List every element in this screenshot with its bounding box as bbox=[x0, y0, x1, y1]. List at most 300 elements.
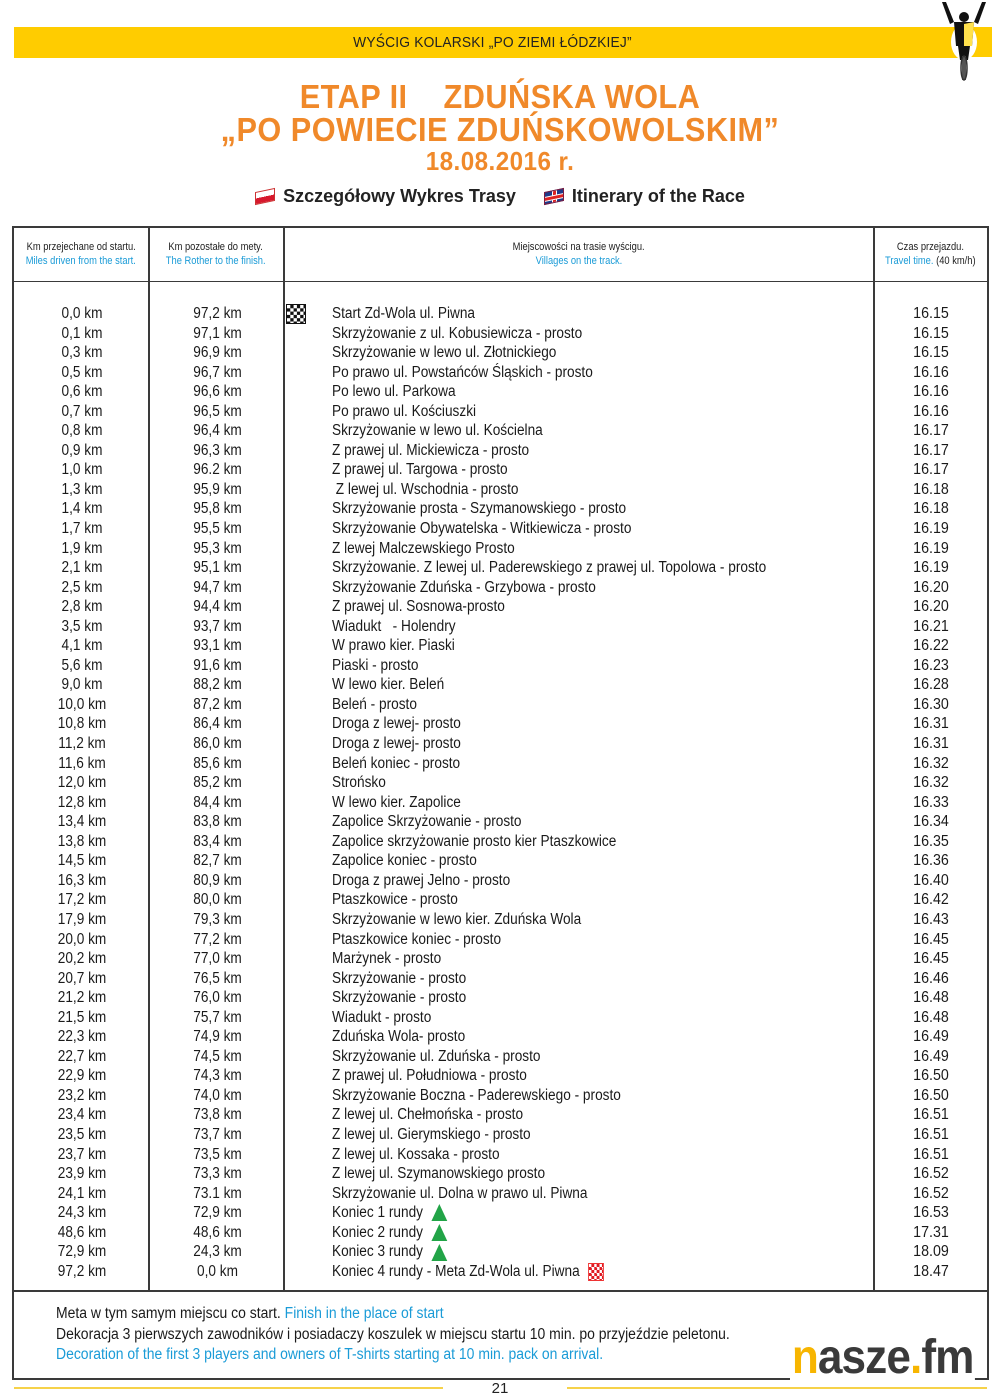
place-description bbox=[332, 617, 456, 637]
footer-line-finish: Meta w tym samym miejscu co start. Finish in the place of start bbox=[56, 1305, 444, 1322]
place-description bbox=[332, 1105, 523, 1125]
place-text: Koniec 3 rundy bbox=[332, 1243, 423, 1261]
km-remaining: 94,7 km bbox=[193, 578, 242, 596]
table-row bbox=[14, 578, 987, 598]
km-remaining: 79,3 km bbox=[193, 910, 242, 928]
table-row bbox=[14, 754, 987, 774]
table-row bbox=[14, 617, 987, 637]
place-text: Skrzyżowanie z ul. Kobusiewicza - prosto bbox=[332, 324, 583, 342]
travel-time: 16.15 bbox=[913, 305, 949, 322]
table-row bbox=[14, 421, 987, 441]
place-description bbox=[332, 871, 510, 891]
travel-time: 16.51 bbox=[913, 1145, 949, 1163]
km-remaining: 91,6 km bbox=[193, 656, 242, 674]
table-row bbox=[14, 636, 987, 656]
place-description bbox=[332, 402, 476, 422]
place-description bbox=[332, 1184, 587, 1204]
km-driven: 2,1 km bbox=[61, 559, 103, 577]
km-driven: 11,6 km bbox=[58, 754, 106, 772]
place-description bbox=[332, 656, 418, 676]
km-remaining: 96,3 km bbox=[193, 441, 242, 459]
travel-time: 16.18 bbox=[913, 480, 949, 498]
place-description bbox=[332, 1047, 540, 1067]
travel-time: 16.31 bbox=[913, 715, 949, 733]
travel-time: 16.21 bbox=[913, 617, 949, 635]
km-driven: 4,1 km bbox=[61, 637, 103, 655]
place-description bbox=[332, 1125, 531, 1145]
travel-time: 16.16 bbox=[913, 383, 949, 401]
km-driven: 21,5 km bbox=[57, 1008, 107, 1026]
place-text: W lewo kier. Zapolice bbox=[332, 793, 461, 811]
travel-time: 16.19 bbox=[913, 559, 949, 577]
place-description bbox=[332, 324, 582, 344]
km-remaining: 95,8 km bbox=[193, 500, 242, 518]
table-row bbox=[14, 871, 987, 891]
km-remaining: 80,9 km bbox=[193, 871, 242, 889]
place-description bbox=[332, 1223, 448, 1243]
table-row bbox=[14, 1164, 987, 1184]
brand-logo: nasze.fm bbox=[791, 1331, 974, 1384]
place-description bbox=[332, 539, 515, 559]
place-text: W lewo kier. Beleń bbox=[332, 676, 445, 694]
footer-line-decoration-en: Decoration of the first 3 players and owners of T-shirts starting at 10 min. pack on arrival. bbox=[56, 1346, 604, 1363]
place-text: Droga z lewej- prosto bbox=[332, 735, 461, 753]
place-description bbox=[332, 930, 501, 950]
place-text: Z lewej Malczewskiego Prosto bbox=[332, 539, 515, 557]
km-driven: 0,1 km bbox=[61, 324, 103, 342]
place-text: Z prawej ul. Mickiewicza - prosto bbox=[332, 441, 530, 459]
km-remaining: 96,9 km bbox=[193, 344, 242, 362]
travel-time: 16.46 bbox=[913, 969, 949, 987]
km-driven: 1,4 km bbox=[61, 500, 103, 518]
km-remaining: 74,5 km bbox=[193, 1047, 242, 1065]
km-remaining: 94,4 km bbox=[193, 598, 242, 616]
table-row bbox=[14, 1047, 987, 1067]
table-row bbox=[14, 1262, 987, 1282]
km-driven: 1,3 km bbox=[61, 480, 103, 498]
header-travel-time: Czas przejazdu. Travel time. (40 km/h) bbox=[885, 241, 976, 267]
km-driven: 24,3 km bbox=[57, 1204, 107, 1222]
travel-time: 16.42 bbox=[913, 891, 949, 909]
km-driven: 48,6 km bbox=[57, 1223, 107, 1241]
lap-end-triangle-icon bbox=[432, 1204, 448, 1221]
km-remaining: 83,4 km bbox=[193, 832, 242, 850]
table-row bbox=[14, 793, 987, 813]
table-row bbox=[14, 1008, 987, 1028]
place-text: Koniec 1 rundy bbox=[332, 1204, 423, 1222]
km-driven: 11,2 km bbox=[58, 735, 106, 753]
km-driven: 1,0 km bbox=[61, 461, 103, 479]
km-driven: 17,9 km bbox=[57, 910, 107, 928]
km-remaining: 76,5 km bbox=[193, 969, 242, 987]
travel-time: 16.16 bbox=[913, 402, 949, 420]
travel-time: 16.17 bbox=[913, 461, 949, 479]
km-remaining: 96,4 km bbox=[193, 422, 242, 440]
itinerary-table bbox=[12, 226, 989, 1292]
km-driven: 23,2 km bbox=[57, 1086, 107, 1104]
table-row bbox=[14, 1145, 987, 1165]
km-remaining: 73,7 km bbox=[193, 1125, 242, 1143]
uk-flag-icon bbox=[544, 188, 564, 205]
place-text: Koniec 2 rundy bbox=[332, 1223, 423, 1241]
table-row bbox=[14, 675, 987, 695]
table-row bbox=[14, 695, 987, 715]
km-remaining: 74,3 km bbox=[193, 1067, 242, 1085]
table-row bbox=[14, 734, 987, 754]
km-remaining: 93,7 km bbox=[193, 617, 242, 635]
km-driven: 3,5 km bbox=[61, 617, 103, 635]
km-remaining: 96.2 km bbox=[193, 461, 242, 479]
travel-time: 16.17 bbox=[913, 422, 949, 440]
place-description bbox=[332, 773, 386, 793]
km-driven: 23,5 km bbox=[57, 1125, 107, 1143]
km-driven: 2,5 km bbox=[61, 578, 103, 596]
km-remaining: 97,2 km bbox=[193, 305, 242, 322]
km-remaining: 87,2 km bbox=[193, 695, 242, 713]
km-remaining: 86,4 km bbox=[193, 715, 242, 733]
place-text: Koniec 4 rundy - Meta Zd-Wola ul. Piwna bbox=[332, 1262, 580, 1280]
place-description bbox=[332, 1027, 465, 1047]
place-text: Z prawej ul. Sosnowa-prosto bbox=[332, 598, 505, 616]
table-row bbox=[14, 1223, 987, 1243]
table-row bbox=[14, 832, 987, 852]
place-description bbox=[332, 1086, 621, 1106]
page-number: 21 bbox=[491, 1380, 509, 1396]
km-remaining: 95,9 km bbox=[193, 480, 242, 498]
km-driven: 13,4 km bbox=[57, 813, 107, 831]
table-row bbox=[14, 343, 987, 363]
place-text: Droga z prawej Jelno - prosto bbox=[332, 871, 511, 889]
travel-time: 18.09 bbox=[913, 1243, 949, 1261]
travel-time: 16.20 bbox=[913, 598, 949, 616]
km-remaining: 73,8 km bbox=[193, 1106, 242, 1124]
km-remaining: 73.1 km bbox=[193, 1184, 242, 1202]
place-text: Strońsko bbox=[332, 774, 386, 792]
place-description bbox=[332, 421, 543, 441]
km-remaining: 84,4 km bbox=[193, 793, 242, 811]
travel-time: 16.15 bbox=[913, 344, 949, 362]
place-text: Marżynek - prosto bbox=[332, 950, 442, 968]
travel-time: 16.30 bbox=[913, 695, 949, 713]
km-remaining: 72,9 km bbox=[193, 1204, 242, 1222]
km-remaining: 85,2 km bbox=[193, 774, 242, 792]
table-row bbox=[14, 812, 987, 832]
header-places: Miejscowości na trasie wyścigu. Villages on the track. bbox=[512, 241, 645, 267]
km-remaining: 74,0 km bbox=[193, 1086, 242, 1104]
place-description bbox=[332, 1145, 500, 1165]
km-driven: 0,0 km bbox=[61, 305, 103, 322]
km-driven: 24,1 km bbox=[57, 1184, 107, 1202]
table-row bbox=[14, 1086, 987, 1106]
table-row bbox=[14, 441, 987, 461]
place-text: Skrzyżowanie Boczna - Paderewskiego - prosto bbox=[332, 1086, 621, 1104]
place-description bbox=[332, 695, 417, 715]
travel-time: 16.51 bbox=[913, 1125, 949, 1143]
travel-time: 16.19 bbox=[913, 520, 949, 538]
table-row bbox=[14, 402, 987, 422]
km-remaining: 74,9 km bbox=[193, 1028, 242, 1046]
place-description bbox=[332, 910, 581, 930]
km-driven: 22,7 km bbox=[57, 1047, 107, 1065]
travel-time: 16.40 bbox=[913, 871, 949, 889]
table-row bbox=[14, 1105, 987, 1125]
km-driven: 0,9 km bbox=[61, 441, 103, 459]
travel-time: 16.22 bbox=[913, 637, 949, 655]
table-header bbox=[14, 228, 987, 282]
place-text: Z lewej ul. Kossaka - prosto bbox=[332, 1145, 500, 1163]
stage-title bbox=[0, 80, 1000, 176]
km-driven: 2,8 km bbox=[61, 598, 103, 616]
table-row bbox=[14, 1184, 987, 1204]
place-text: Zapolice koniec - prosto bbox=[332, 852, 477, 870]
table-row bbox=[14, 539, 987, 559]
table-row bbox=[14, 597, 987, 617]
travel-time: 16.32 bbox=[913, 774, 949, 792]
place-text: Wiadukt - Holendry bbox=[332, 617, 456, 635]
km-remaining: 86,0 km bbox=[193, 735, 242, 753]
place-description bbox=[332, 793, 461, 813]
poland-flag-icon bbox=[255, 188, 275, 205]
travel-time: 16.48 bbox=[913, 989, 949, 1007]
place-text: Skrzyżowanie w lewo ul. Złotnickiego bbox=[332, 344, 557, 362]
table-row bbox=[14, 304, 987, 324]
place-text: Z prawej ul. Południowa - prosto bbox=[332, 1067, 527, 1085]
table-row bbox=[14, 382, 987, 402]
place-description bbox=[332, 519, 631, 539]
place-description bbox=[332, 578, 596, 598]
start-checkered-flag-icon bbox=[286, 304, 306, 324]
km-driven: 97,2 km bbox=[57, 1262, 107, 1280]
travel-time: 16.52 bbox=[913, 1184, 949, 1202]
travel-time: 16.49 bbox=[913, 1028, 949, 1046]
place-text: Po prawo ul. Powstańców Śląskich - prosto bbox=[332, 363, 593, 381]
travel-time: 16.20 bbox=[913, 578, 949, 596]
km-remaining: 75,7 km bbox=[193, 1008, 242, 1026]
km-remaining: 76,0 km bbox=[193, 989, 242, 1007]
travel-time: 16.32 bbox=[913, 754, 949, 772]
travel-time: 16.33 bbox=[913, 793, 949, 811]
place-description bbox=[332, 734, 461, 754]
place-description bbox=[332, 441, 529, 461]
km-driven: 20,0 km bbox=[57, 930, 107, 948]
place-text: Wiadukt - prosto bbox=[332, 1008, 432, 1026]
table-row bbox=[14, 519, 987, 539]
travel-time: 16.51 bbox=[913, 1106, 949, 1124]
travel-time: 16.53 bbox=[913, 1204, 949, 1222]
km-remaining: 77,0 km bbox=[193, 950, 242, 968]
subtitle-pl: Szczegółowy Wykres Trasy bbox=[283, 186, 516, 206]
km-driven: 12,0 km bbox=[57, 774, 107, 792]
km-remaining: 48,6 km bbox=[193, 1223, 242, 1241]
travel-time: 16.50 bbox=[913, 1067, 949, 1085]
table-row bbox=[14, 1125, 987, 1145]
table-row bbox=[14, 558, 987, 578]
place-text: Skrzyżowanie - prosto bbox=[332, 989, 467, 1007]
km-driven: 72,9 km bbox=[57, 1243, 107, 1261]
place-text: Z lewej ul. Gierymskiego - prosto bbox=[332, 1125, 531, 1143]
table-row bbox=[14, 480, 987, 500]
place-description bbox=[332, 597, 505, 617]
table-row bbox=[14, 460, 987, 480]
place-description bbox=[332, 636, 455, 656]
travel-time: 16.45 bbox=[913, 950, 949, 968]
place-description bbox=[332, 754, 460, 774]
place-text: Po prawo ul. Kościuszki bbox=[332, 402, 477, 420]
travel-time: 16.48 bbox=[913, 1008, 949, 1026]
table-row bbox=[14, 930, 987, 950]
cyclist-logo-icon bbox=[936, 0, 992, 82]
place-text: Z lewej ul. Chełmońska - prosto bbox=[332, 1106, 524, 1124]
place-description bbox=[332, 1242, 448, 1262]
travel-time: 16.31 bbox=[913, 735, 949, 753]
place-description bbox=[332, 988, 466, 1008]
km-remaining: 24,3 km bbox=[193, 1243, 242, 1261]
travel-time: 16.16 bbox=[913, 363, 949, 381]
place-description bbox=[332, 1066, 527, 1086]
place-text: Z prawej ul. Targowa - prosto bbox=[332, 461, 508, 479]
place-text: Skrzyżowanie w lewo ul. Kościelna bbox=[332, 422, 543, 440]
header-km-driven: Km przejechane od startu. Miles driven from the start. bbox=[25, 241, 137, 267]
table-row bbox=[14, 1242, 987, 1262]
lap-end-triangle-icon bbox=[432, 1244, 448, 1261]
table-row bbox=[14, 1066, 987, 1086]
km-driven: 20,7 km bbox=[57, 969, 107, 987]
travel-time: 17.31 bbox=[913, 1223, 949, 1241]
km-remaining: 77,2 km bbox=[193, 930, 242, 948]
km-driven: 1,9 km bbox=[61, 539, 103, 557]
place-text: Zduńska Wola- prosto bbox=[332, 1028, 466, 1046]
km-remaining: 96,5 km bbox=[193, 402, 242, 420]
km-driven: 23,7 km bbox=[57, 1145, 107, 1163]
place-description bbox=[332, 363, 593, 383]
place-text: W prawo kier. Piaski bbox=[332, 637, 455, 655]
place-text: Skrzyżowanie w lewo kier. Zduńska Wola bbox=[332, 910, 582, 928]
place-description bbox=[332, 1262, 604, 1282]
race-name: WYŚCIG KOLARSKI „PO ZIEMI ŁÓDZKIEJ” bbox=[352, 34, 632, 51]
travel-time: 16.15 bbox=[913, 324, 949, 342]
place-description bbox=[332, 949, 441, 969]
subtitle-en: Itinerary of the Race bbox=[571, 186, 745, 206]
place-description bbox=[332, 460, 508, 480]
place-description bbox=[332, 890, 458, 910]
race-banner bbox=[14, 27, 970, 58]
km-driven: 0,7 km bbox=[61, 402, 103, 420]
place-text: Z lewej ul. Wschodnia - prosto bbox=[332, 480, 519, 498]
km-driven: 5,6 km bbox=[61, 656, 103, 674]
km-driven: 1,7 km bbox=[61, 520, 103, 538]
place-text: Beleń - prosto bbox=[332, 695, 417, 713]
place-text: Skrzyżowanie ul. Zduńska - prosto bbox=[332, 1047, 541, 1065]
place-text: Zapolice skrzyżowanie prosto kier Ptaszkowice bbox=[332, 832, 617, 850]
km-remaining: 88,2 km bbox=[193, 676, 242, 694]
km-driven: 23,4 km bbox=[57, 1106, 107, 1124]
travel-time: 16.19 bbox=[913, 539, 949, 557]
km-remaining: 80,0 km bbox=[193, 891, 242, 909]
km-driven: 23,9 km bbox=[57, 1165, 107, 1183]
km-driven: 13,8 km bbox=[57, 832, 107, 850]
travel-time: 18.47 bbox=[913, 1262, 949, 1280]
km-driven: 0,6 km bbox=[61, 383, 103, 401]
place-description bbox=[332, 343, 556, 363]
place-description bbox=[332, 480, 518, 500]
table-row bbox=[14, 1027, 987, 1047]
travel-time: 16.34 bbox=[913, 813, 949, 831]
travel-time: 16.17 bbox=[913, 441, 949, 459]
place-text: Skrzyżowanie - prosto bbox=[332, 969, 467, 987]
place-text: Z lewej ul. Szymanowskiego prosto bbox=[332, 1165, 546, 1183]
footer-line-decoration-pl: Dekoracja 3 pierwszych zawodników i posiadaczy koszulek w miejscu startu 10 min. po przyjeździe peletonu. bbox=[56, 1325, 730, 1343]
place-description bbox=[332, 675, 444, 695]
travel-time: 16.45 bbox=[913, 930, 949, 948]
footer-rule-left bbox=[14, 1387, 443, 1389]
place-description bbox=[332, 1164, 545, 1184]
travel-time: 16.49 bbox=[913, 1047, 949, 1065]
place-description bbox=[332, 851, 477, 871]
place-text: Skrzyżowanie ul. Dolna w prawo ul. Piwna bbox=[332, 1184, 588, 1202]
place-description bbox=[332, 1203, 448, 1223]
km-driven: 12,8 km bbox=[57, 793, 107, 811]
place-text: Skrzyżowanie Obywatelska - Witkiewicza - prosto bbox=[332, 520, 632, 538]
place-text: Skrzyżowanie prosta - Szymanowskiego - prosto bbox=[332, 500, 627, 518]
km-driven: 14,5 km bbox=[57, 852, 107, 870]
km-remaining: 85,6 km bbox=[193, 754, 242, 772]
travel-time: 16.23 bbox=[913, 656, 949, 674]
km-remaining: 0,0 km bbox=[197, 1262, 238, 1280]
table-row bbox=[14, 714, 987, 734]
km-remaining: 82,7 km bbox=[193, 852, 242, 870]
km-driven: 10,0 km bbox=[57, 695, 107, 713]
km-driven: 21,2 km bbox=[57, 989, 107, 1007]
km-driven: 10,8 km bbox=[57, 715, 107, 733]
place-text: Start Zd-Wola ul. Piwna bbox=[332, 305, 476, 322]
place-description bbox=[332, 832, 616, 852]
km-driven: 22,9 km bbox=[57, 1067, 107, 1085]
table-row bbox=[14, 969, 987, 989]
table-row bbox=[14, 949, 987, 969]
km-remaining: 96,6 km bbox=[193, 383, 242, 401]
place-text: Ptaszkowice - prosto bbox=[332, 891, 458, 909]
km-driven: 9,0 km bbox=[61, 676, 103, 694]
km-remaining: 97,1 km bbox=[193, 324, 242, 342]
place-description bbox=[332, 1008, 431, 1028]
finish-checkered-flag-icon bbox=[588, 1263, 604, 1281]
place-description bbox=[332, 969, 466, 989]
place-description bbox=[332, 558, 766, 578]
table-row bbox=[14, 324, 987, 344]
km-remaining: 93,1 km bbox=[193, 637, 242, 655]
place-description bbox=[332, 304, 475, 324]
stage-date: 18.08.2016 r. bbox=[425, 146, 575, 176]
itinerary-rows bbox=[14, 304, 987, 1281]
table-row bbox=[14, 773, 987, 793]
place-description bbox=[332, 382, 456, 402]
travel-time: 16.52 bbox=[913, 1165, 949, 1183]
place-text: Beleń koniec - prosto bbox=[332, 754, 461, 772]
place-text: Po lewo ul. Parkowa bbox=[332, 383, 456, 401]
table-row bbox=[14, 499, 987, 519]
place-text: Zapolice Skrzyżowanie - prosto bbox=[332, 813, 522, 831]
km-driven: 20,2 km bbox=[57, 950, 107, 968]
place-description bbox=[332, 499, 626, 519]
table-row bbox=[14, 890, 987, 910]
stage-title-line1: ETAP II ZDUŃSKA WOLA bbox=[299, 78, 701, 115]
place-text: Skrzyżowanie Zduńska - Grzybowa - prosto bbox=[332, 578, 596, 596]
travel-time: 16.28 bbox=[913, 676, 949, 694]
place-text: Piaski - prosto bbox=[332, 656, 419, 674]
table-row bbox=[14, 910, 987, 930]
place-text: Ptaszkowice koniec - prosto bbox=[332, 930, 502, 948]
subtitle bbox=[0, 186, 1000, 207]
